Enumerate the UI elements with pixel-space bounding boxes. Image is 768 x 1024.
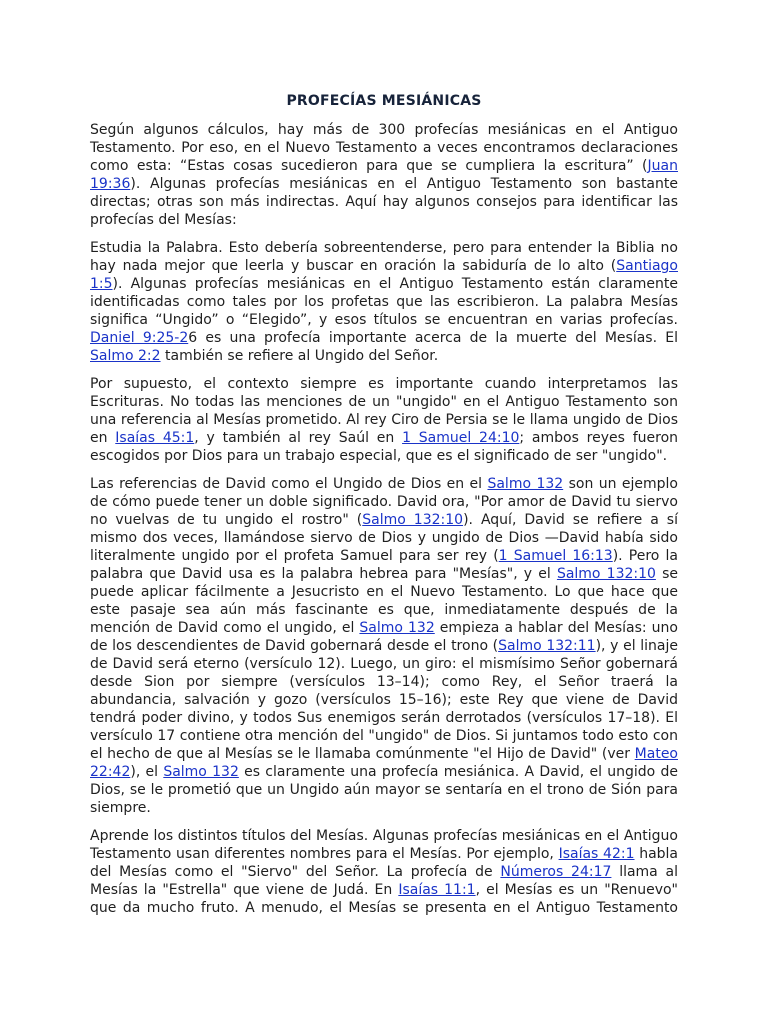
scripture-reference-link[interactable]: Salmo 132 (487, 476, 564, 492)
scripture-reference-link[interactable]: Salmo 132:10 (556, 566, 656, 582)
paragraph-text: , el Mesías es un "Renuevo" que da mucho fruto. A menudo, el Mesías se presenta en el Antiguo Testamento (90, 882, 678, 916)
paragraph-text: ; ambos reyes fueron escogidos por Dios para un trabajo especial, que es el significado de ser "ungido". (90, 430, 679, 464)
paragraph (90, 375, 678, 465)
scripture-reference-link[interactable]: Salmo 132:10 (362, 512, 464, 528)
paragraph-text: llama al Mesías la "Estrella" que viene de Judá. En (90, 864, 678, 898)
paragraph-text: Aprende los distintos títulos del Mesías. Algunas profecías mesiánicas en el Antiguo Testamento usan diferentes nombres para el Mesías. Por ejemplo, (90, 828, 678, 862)
scripture-reference-link[interactable]: Salmo 132 (163, 764, 239, 780)
paragraph-text: ), el (130, 764, 164, 780)
paragraph-text: se puede aplicar fácilmente a Jesucristo en el Nuevo Testamento. Lo que hace que este pasaje sea aún más fascinante es que, inmediatamente después de la mención de David como el ungido, el (90, 566, 678, 636)
scripture-reference-link[interactable]: Isaías 45:1 (115, 430, 195, 446)
document-body (90, 121, 678, 917)
paragraph-text: son un ejemplo de cómo puede tener un doble significado. David ora, "Por amor de David tu siervo no vuelvas de tu ungido el rostro" ( (90, 476, 678, 528)
paragraph-text: Por supuesto, el contexto siempre es importante cuando interpretamos las Escrituras. No todas las menciones de un "ungido" en el Antiguo Testamento son una referencia al Mesías prometido. Al rey Ciro de Persia se le llama ungido de Dios en (90, 376, 678, 446)
scripture-reference-link[interactable]: Juan 19:36 (90, 158, 678, 192)
scripture-reference-link[interactable]: Santiago 1:5 (90, 258, 678, 292)
scripture-reference-link[interactable]: 1 Samuel 16:13 (498, 548, 613, 564)
paragraph-text: , y también al rey Saúl en (194, 430, 403, 446)
scripture-reference-link[interactable]: 1 Samuel 24:10 (402, 430, 520, 446)
paragraph-text: ). Algunas profecías mesiánicas en el Antiguo Testamento son bastante directas; otras son más indirectas. Aquí hay algunos consejos para identificar las profecías del Mesías: (90, 176, 678, 228)
scripture-reference-link[interactable]: Isaías 11:1 (398, 882, 476, 898)
paragraph-text: también se refiere al Ungido del Señor. (160, 348, 439, 364)
scripture-reference-link[interactable]: Salmo 132:11 (498, 638, 596, 654)
paragraph-text: ). Aquí, David se refiere a sí mismo dos veces, llamándose siervo de Dios y ungido de Dios —David había sido literalmente ungido por el profeta Samuel para ser rey ( (90, 512, 678, 564)
paragraph-text: es claramente una profecía mesiánica. A David, el ungido de Dios, se le prometió que un Ungido aún mayor se sentaría en el trono de Sión para siempre. (90, 764, 678, 816)
paragraph-text: 6 es una profecía importante acerca de la muerte del Mesías. El (188, 330, 678, 346)
scripture-reference-link[interactable]: Daniel 9:25-2 (90, 330, 189, 346)
scripture-reference-link[interactable]: Salmo 2:2 (90, 348, 161, 364)
paragraph-text: Según algunos cálculos, hay más de 300 profecías mesiánicas en el Antiguo Testamento. Por eso, en el Nuevo Testamento a veces encontramos declaraciones como esta: “Estas cosas sucedieron para que se cumpliera la escritura” ( (90, 122, 678, 174)
paragraph-text: habla del Mesías como el "Siervo" del Señor. La profecía de (90, 846, 679, 880)
scripture-reference-link[interactable]: Isaías 42:1 (558, 846, 635, 862)
scripture-reference-link[interactable]: Mateo 22:42 (90, 746, 678, 780)
scripture-reference-link[interactable]: Salmo 132 (359, 620, 435, 636)
scripture-reference-link[interactable]: Números 24:17 (500, 864, 612, 880)
paragraph-text: Estudia la Palabra. Esto debería sobreentenderse, pero para entender la Biblia no hay nada mejor que leerla y buscar en oración la sabiduría de lo alto ( (90, 240, 678, 274)
paragraph-text: ), y el linaje de David será eterno (versículo 12). Luego, un giro: el mismísimo Señor gobernará desde Sion por siempre (versículos 13–14); como Rey, el Señor traerá la abundancia, salvación y gozo (versículos 15–16); este Rey que viene de David tendrá poder divino, y todos Sus enemigos serán derrotados (versículos 17–18). El versículo 17 contiene otra mención del "ungido" de Dios. Si juntamos todo esto con el hecho de que al Mesías se le llamaba comúnmente "el Hijo de David" (ver (90, 638, 678, 762)
paragraph (90, 239, 678, 365)
page-title: PROFECÍAS MESIÁNICAS (286, 93, 482, 109)
paragraph-text: ). Algunas profecías mesiánicas en el Antiguo Testamento están claramente identificadas como tales por los profetas que las escribieron. La palabra Mesías significa “Ungido” o “Elegido”, y esos títulos se encuentran en varias profecías. (90, 276, 678, 328)
paragraph (90, 121, 678, 229)
paragraph-text: Las referencias de David como el Ungido de Dios en el (90, 476, 488, 492)
paragraph-text: empieza a hablar del Mesías: uno de los descendientes de David gobernará desde el trono ( (90, 620, 678, 654)
paragraph-text: ). Pero la palabra que David usa es la palabra hebrea para "Mesías", y el (90, 548, 678, 582)
paragraph (90, 827, 678, 917)
paragraph (90, 475, 678, 817)
